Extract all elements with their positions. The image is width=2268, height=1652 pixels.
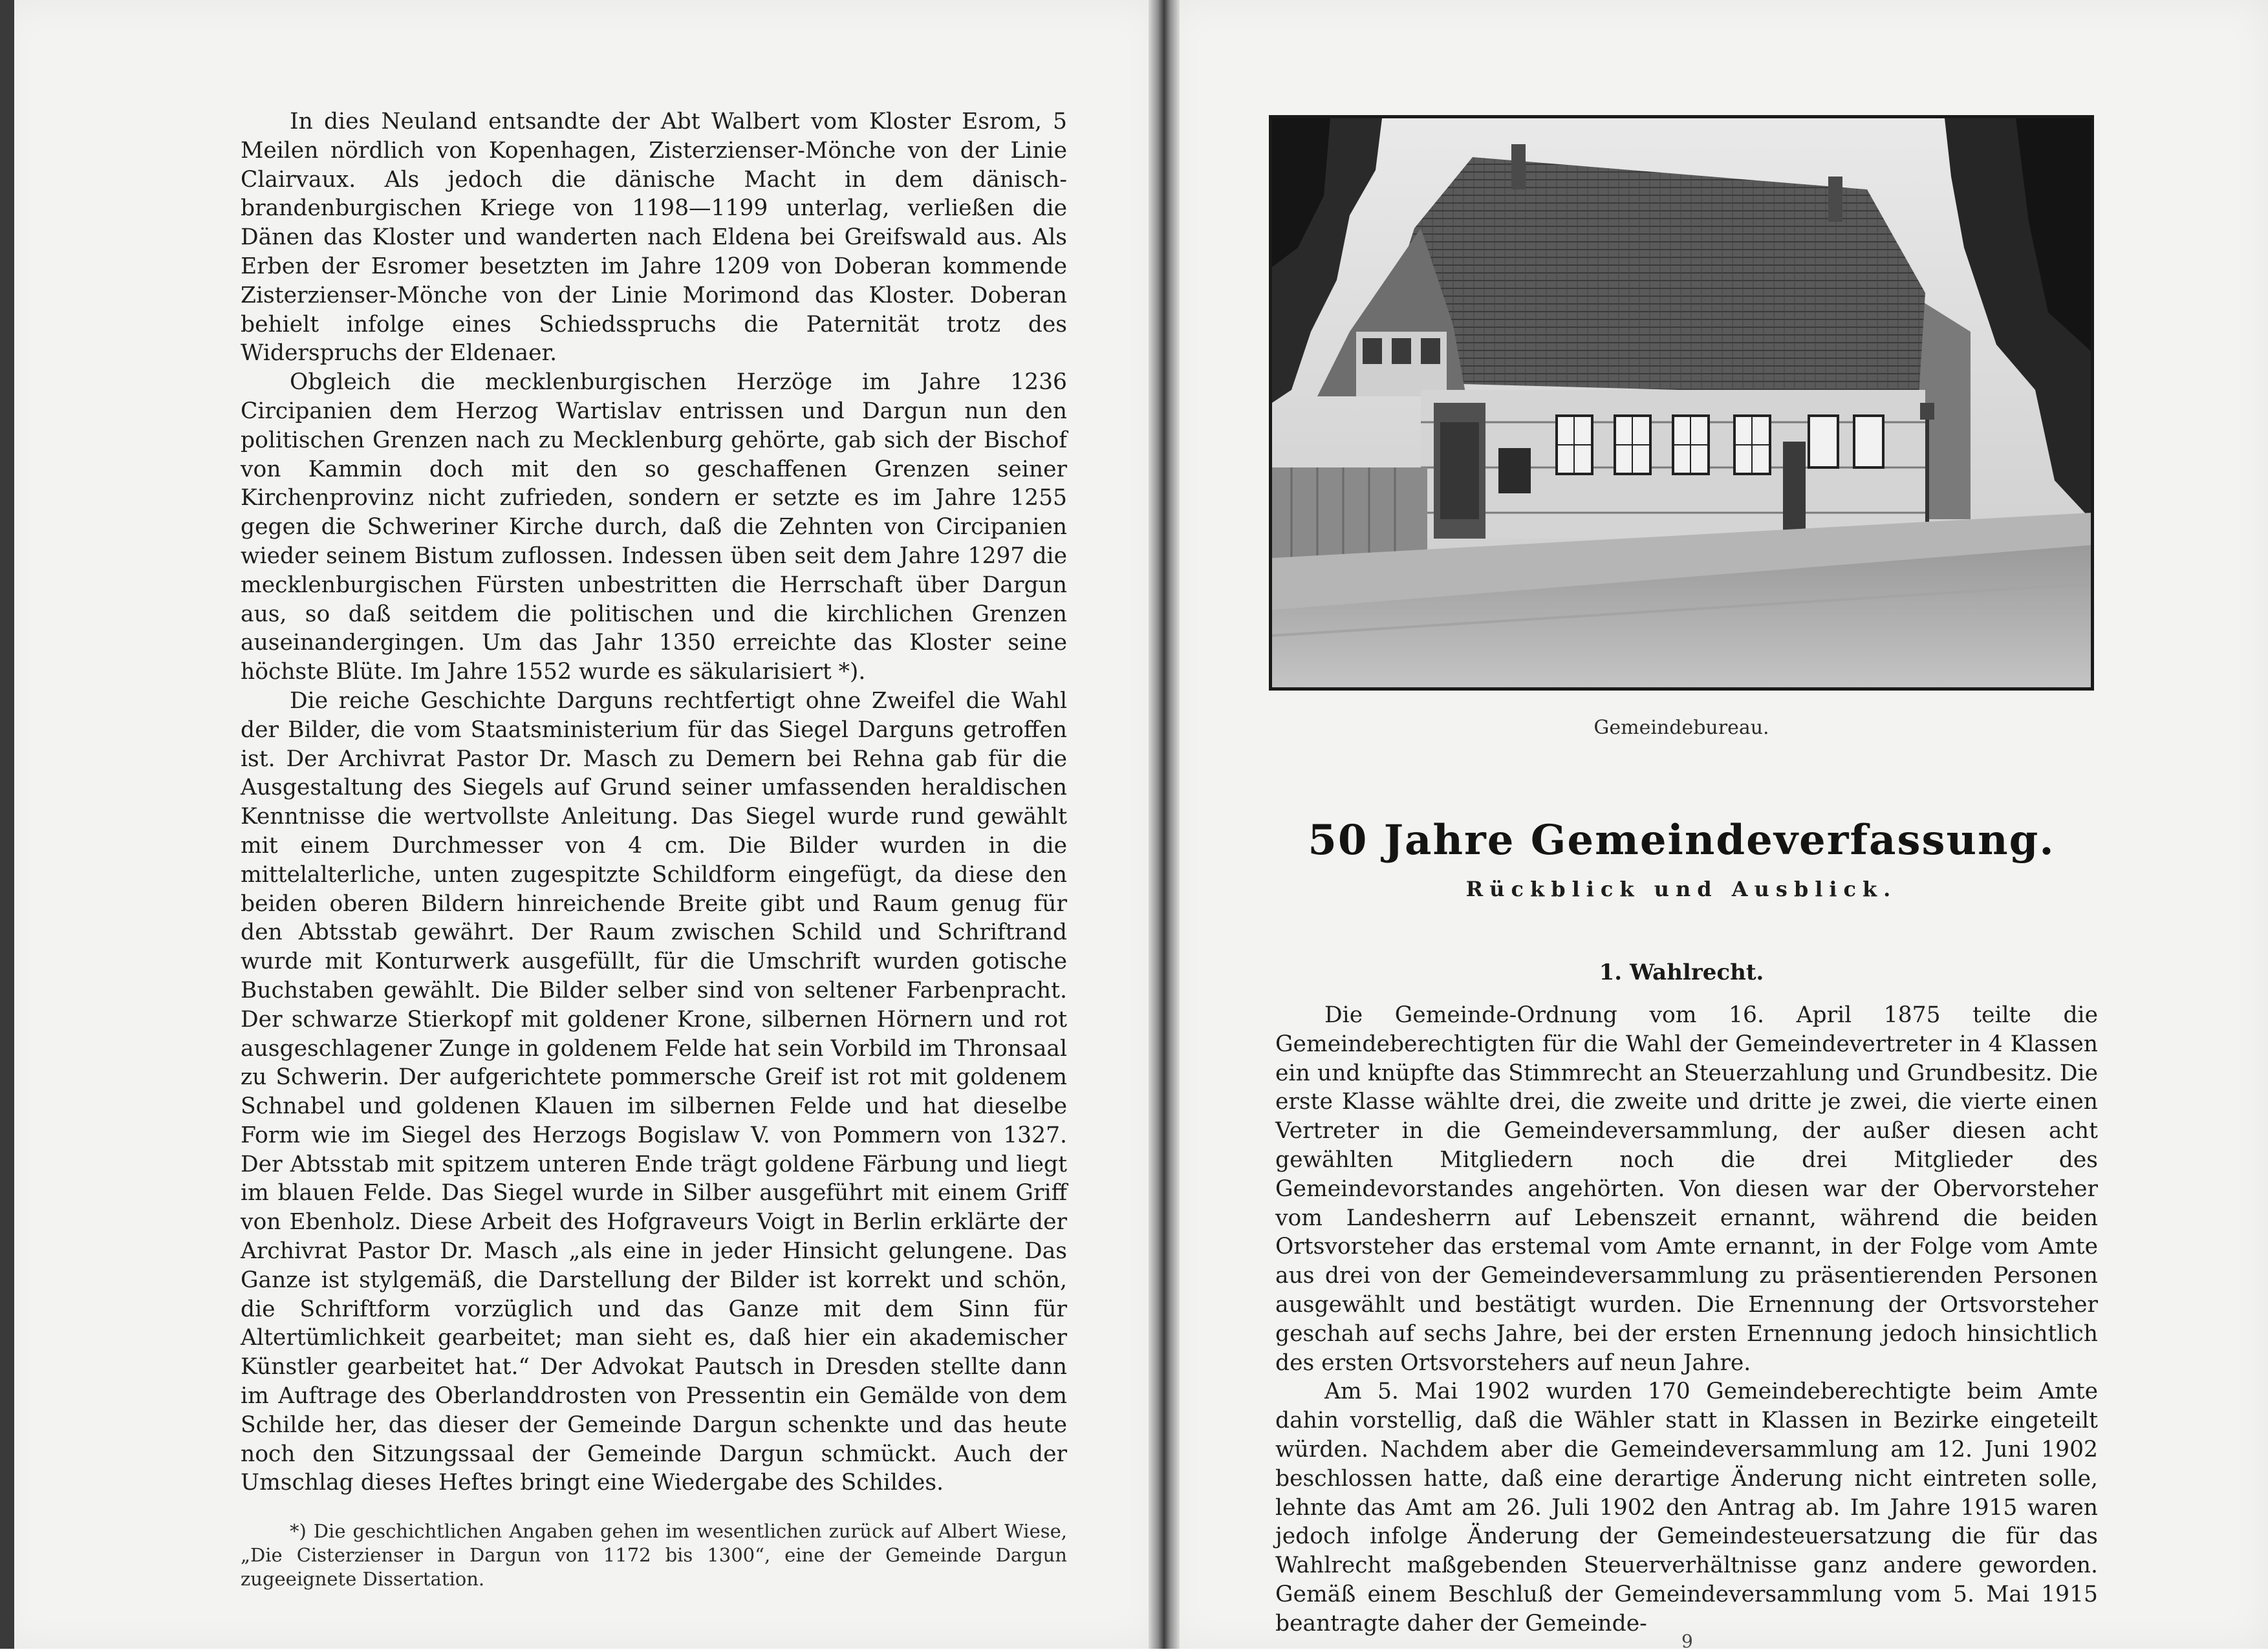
paragraph: In dies Neuland entsandte der Abt Walbert vom Kloster Esrom, 5 Meilen nördlich von Kopenhagen, Zisterzienser-Mönche von der Linie Clairvaux. Als jedoch die dänische Macht in dem dänisch-brandenburgischen Kriege von 1198—1199 unterlag, verließen die Dänen das Kloster und wanderten nach Eldena bei Greifswald aus. Als Erben der Esromer besetzten im Jahre 1209 von Doberan kommende Zisterzienser-Mönche von der Linie Morimond das Kloster. Doberan behielt infolge eines Schiedsspruchs die Paternität trotz des Widerspruchs der Eldenaer. — [241, 109, 1067, 367]
binding-edge — [0, 0, 14, 1649]
paragraph: Am 5. Mai 1902 wurden 170 Gemeindeberechtigte beim Amte dahin vorstellig, daß die Wähler statt in Klassen in Bezirke eingeteilt würden. Nachdem aber die Gemeindeversammlung am 12. Juni 1902 beschlossen hatte, daß eine derartige Änderung nicht eintreten solle, lehnte das Amt am 26. Juli 1902 den Antrag ab. Im Jahre 1915 waren jedoch infolge Änderung der Gemeindesteuersatzung die für das Wahlrecht maßgebenden Steuerverhältnisse ganz andere geworden. Gemäß einem Beschluß der Gemeindeversammlung vom 5. Mai 1915 beantragte daher der Gemeinde- — [1275, 1378, 2098, 1636]
paragraph: Obgleich die mecklenburgischen Herzöge im Jahre 1236 Circipanien dem Herzog Wartislav entrissen und Dargun nun den politischen Grenzen nach zu Mecklenburg gehörte, gab sich der Bischof von Kammin doch mit den so geschaffenen Grenzen seiner Kirchenprovinz nicht zufrieden, sondern er setzte es im Jahre 1255 gegen die Schweriner Kirche durch, daß die Zehnten von Circipanien wieder seinem Bistum zuflossen. Indessen üben seit dem Jahre 1297 die mecklenburgischen Fürsten unbestritten die Herrschaft über Dargun aus, so daß seitdem die politischen und die kirchlichen Grenzen auseinandergingen. Um das Jahr 1350 erreichte das Kloster seine höchste Blüte. Im Jahre 1552 wurde es säkularisiert *). — [241, 369, 1067, 685]
right-page-body — [1275, 1001, 2098, 1638]
footnote-text: *) Die geschichtlichen Angaben gehen im wesentlichen zurück auf Albert Wiese, „Die Cisterzienser in Dargun von 1172 bis 1300“, eine der Gemeinde Dargun zugeeignete Dissertation. — [241, 1520, 1067, 1590]
section-heading: 1. Wahlrecht. — [1599, 960, 1764, 985]
paragraph: Die Gemeinde-Ordnung vom 16. April 1875 teilte die Gemeindeberechtigten für die Wahl der Gemeindevertreter in 4 Klassen ein und knüpfte das Stimmrecht an Steuerzahlung und Grundbesitz. Die erste Klasse wählte drei, die zweite und dritte je zwei, die vierte einen Vertreter in die Gemeindeversammlung, der außer diesen acht gewählten Mitgliedern noch die drei Mitglieder des Gemeindevorstandes angehörten. Von diesen war der Obervorsteher vom Landesherrn auf Lebenszeit ernannt, während die beiden Ortsvorsteher das erstemal vom Amte ernannt, in der Folge vom Amte aus drei von der Gemeindeversammlung zu präsentierenden Personen ausgewählt und bestätigt wurden. Die Ernennung der Ortsvorsteher geschah auf sechs Jahre, bei der ersten Ernennung jedoch hinsichtlich des ersten Ortsvorstehers auf neun Jahre. — [1275, 1002, 2098, 1376]
footnote — [241, 1519, 1067, 1591]
building-photo-illustration — [1272, 118, 2091, 687]
page-number: 9 — [1681, 1631, 1693, 1652]
left-page-body — [241, 107, 1067, 1497]
chapter-subtitle: Rückblick und Ausblick. — [1465, 877, 1897, 901]
book-gutter — [1149, 0, 1180, 1649]
gemeindebureau-photo — [1269, 115, 2094, 691]
chapter-title: 50 Jahre Gemeindeverfassung. — [1308, 816, 2055, 864]
photo-caption: Gemeindebureau. — [1593, 716, 1769, 739]
paragraph: Die reiche Geschichte Darguns rechtfertigt ohne Zweifel die Wahl der Bilder, die vom Staatsministerium für das Siegel Darguns getroffen ist. Der Archivrat Pastor Dr. Masch zu Demern bei Rehna gab für die Ausgestaltung des Siegels auf Grund seiner umfassenden heraldischen Kenntnisse die wertvollste Anleitung. Das Siegel wurde rund gewählt mit einem Durchmesser von 4 cm. Die Bilder wurden in die mittelalterliche, unten zugespitzte Schildform eingefügt, da diese den beiden oberen Bildern hinreichende Breite gibt und Raum genug für den Abtsstab gewährt. Der Raum zwischen Schild und Schriftrand wurde mit Konturwerk ausgefüllt, für die Umschrift wurden gotische Buchstaben gewählt. Die Bilder selber sind von seltener Farbenpracht. Der schwarze Stierkopf mit goldener Krone, silbernen Hörnern und rot ausgeschlagener Zunge in goldenem Felde hat sein Vorbild im Thronsaal zu Schwerin. Der aufgerichtete pommersche Greif ist rot mit goldenem Schnabel und goldenen Klauen im silbernen Felde und hat dieselbe Form wie im Siegel des Herzogs Bogislaw V. von Pommern von 1327. Der Abtsstab mit spitzem unteren Ende trägt goldene Färbung und liegt im blauen Felde. Das Siegel wurde in Silber ausgeführt mit einem Griff von Ebenholz. Diese Arbeit des Hofgraveurs Voigt in Berlin erklärte der Archivrat Pastor Dr. Masch „als eine in jeder Hinsicht gelungene. Das Ganze ist stylgemäß, die Darstellung der Bilder ist korrekt und schön, die Schriftform vorzüglich und das Ganze mit dem Sinn für Altertümlichkeit gearbeitet; man sieht es, daß hier ein akademischer Künstler gearbeitet hat.“ Der Advokat Pautsch in Dresden stellte dann im Auftrage des Oberlanddrosten von Pressentin ein Gemälde von dem Schilde her, das dieser der Gemeinde Dargun schenkte und das heute noch den Sitzungssaal der Gemeinde Dargun schmückt. Auch der Umschlag dieses Heftes bringt eine Wiedergabe des Schildes. — [241, 687, 1067, 1496]
